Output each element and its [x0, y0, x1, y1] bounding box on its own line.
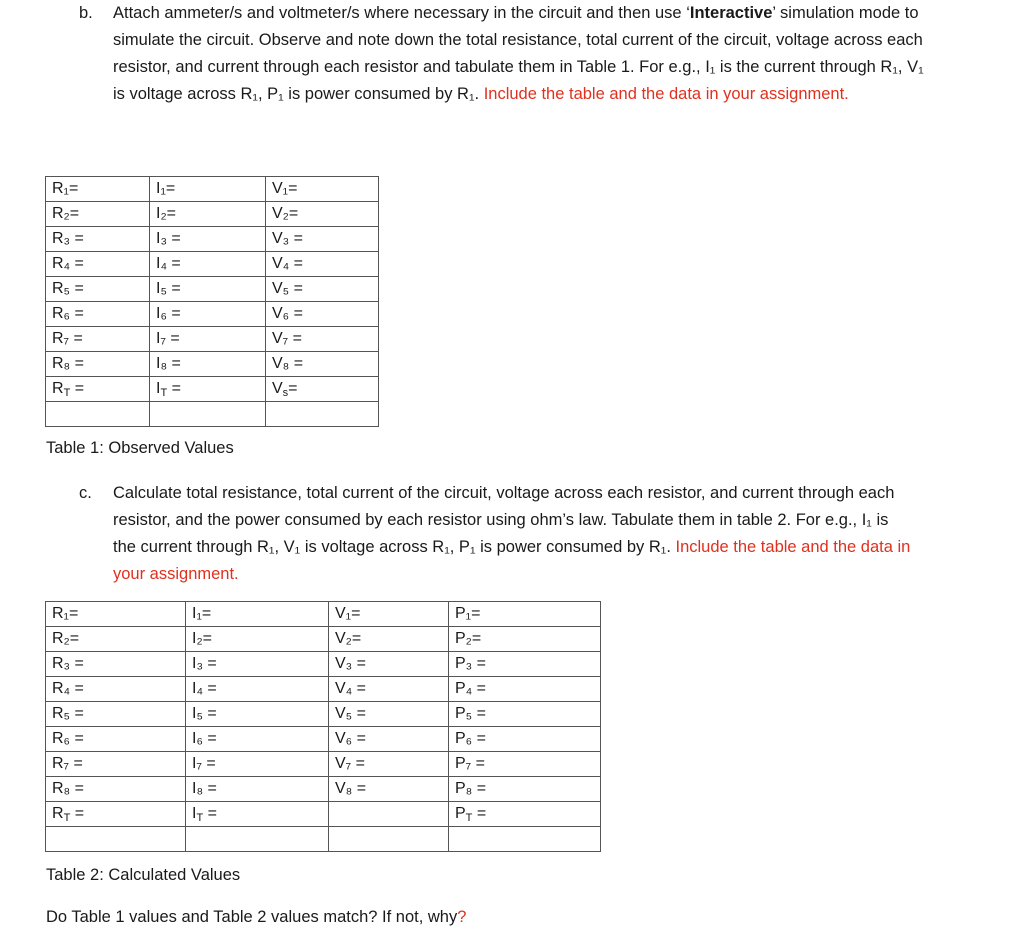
table-2-cell: P₃ = — [449, 652, 601, 677]
table-1-cell: V₆ = — [266, 302, 379, 327]
table-1-cell: R₅ = — [46, 277, 150, 302]
table-1-row — [46, 277, 379, 302]
table-2-cell: I₂= — [186, 627, 329, 652]
section-b-marker: b. — [79, 4, 93, 22]
table-1-row — [46, 202, 379, 227]
table-2-cell: I₆ = — [186, 727, 329, 752]
table-1-cell: I₆ = — [150, 302, 266, 327]
table-1-cell: V₇ = — [266, 327, 379, 352]
table-2-cell: I₈ = — [186, 777, 329, 802]
table-2-cell — [329, 827, 449, 852]
table-1-cell: R₇ = — [46, 327, 150, 352]
section-c-text: Calculate total resistance, total current of the circuit, voltage across each resistor, and current through each resistor, and the power consumed by each resistor using ohm’s law. Tabulate them in table 2. For e.g., I₁ is the current through R₁, V₁ is voltage across R₁, P₁ is power consumed by R₁. — [113, 484, 895, 556]
table-1-cell: V₅ = — [266, 277, 379, 302]
section-b-text-2: ’ simulation mode to simulate the circuit. Observe and note down the total resistance, total current of the circuit, voltage across each resistor, and current through each resistor and tabulate them in Table 1. For e.g., I₁ is the current through R₁, V₁ is voltage across R₁, P₁ is power consumed by R₁. — [113, 4, 924, 103]
table-2-row — [46, 627, 601, 652]
table-2-cell — [329, 802, 449, 827]
table-2-cell: R₅ = — [46, 702, 186, 727]
table-1-cell — [266, 402, 379, 427]
table-1 — [45, 176, 379, 427]
table-2-cell: P₆ = — [449, 727, 601, 752]
table-1-cell: R₃ = — [46, 227, 150, 252]
table-2-cell: I₄ = — [186, 677, 329, 702]
table-2-cell: R₃ = — [46, 652, 186, 677]
table-2-cell: P₇ = — [449, 752, 601, 777]
table-2-row — [46, 677, 601, 702]
table-1-cell: $V_s=$ — [266, 377, 379, 402]
table-2-cell — [186, 827, 329, 852]
table-1-caption: Table 1: Observed Values — [46, 439, 234, 457]
table-1-cell: I₈ = — [150, 352, 266, 377]
table-2-row — [46, 652, 601, 677]
question-mark: ? — [457, 908, 467, 926]
table-2-cell: R₈ = — [46, 777, 186, 802]
table-2-row — [46, 702, 601, 727]
table-2-cell: $P_T$ = — [449, 802, 601, 827]
table-2-cell: P₄ = — [449, 677, 601, 702]
table-2-caption: Table 2: Calculated Values — [46, 866, 241, 884]
table-2-cell: P₂= — [449, 627, 601, 652]
table-1-cell: I₇ = — [150, 327, 266, 352]
table-2-cell — [46, 827, 186, 852]
table-2-cell: R₂= — [46, 627, 186, 652]
table-1-cell: R₈ = — [46, 352, 150, 377]
table-2-cell: $R_T$ = — [46, 802, 186, 827]
table-1-row — [46, 377, 379, 402]
table-2-row — [46, 602, 601, 627]
section-c — [79, 480, 913, 588]
table-2-cell: V₈ = — [329, 777, 449, 802]
table-1-row — [46, 402, 379, 427]
table-2 — [45, 601, 601, 852]
table-1-cell: R₂= — [46, 202, 150, 227]
section-b — [79, 0, 933, 108]
table-1-cell: I₄ = — [150, 252, 266, 277]
table-2-cell: V₁= — [329, 602, 449, 627]
table-1-cell: $I_T$ = — [150, 377, 266, 402]
section-b-text-1: Attach ammeter/s and voltmeter/s where necessary in the circuit and then use ‘ — [113, 4, 690, 22]
table-1-row — [46, 327, 379, 352]
section-c-red-note: Include the table and the data in your assignment. — [113, 538, 911, 583]
table-2-cell: R₁= — [46, 602, 186, 627]
table-1-cell: $R_T$ = — [46, 377, 150, 402]
question — [46, 908, 466, 927]
table-2-cell: I₇ = — [186, 752, 329, 777]
table-1-cell: R₁= — [46, 177, 150, 202]
table-2-cell: P₅ = — [449, 702, 601, 727]
table-1-cell: V₁= — [266, 177, 379, 202]
table-2-cell — [449, 827, 601, 852]
table-1-row — [46, 302, 379, 327]
table-2-cell: R₆ = — [46, 727, 186, 752]
table-1-row — [46, 352, 379, 377]
table-2-cell: V₂= — [329, 627, 449, 652]
table-2-cell: I₁= — [186, 602, 329, 627]
table-1-cell — [46, 402, 150, 427]
table-1-cell: V₃ = — [266, 227, 379, 252]
table-2-cell: V₆ = — [329, 727, 449, 752]
table-2-row — [46, 827, 601, 852]
table-2-cell: I₃ = — [186, 652, 329, 677]
table-2-row — [46, 752, 601, 777]
table-2-row — [46, 802, 601, 827]
table-2-row — [46, 777, 601, 802]
table-2-cell: P₈ = — [449, 777, 601, 802]
section-b-bold-word: Interactive — [689, 4, 773, 22]
section-c-marker: c. — [79, 484, 92, 502]
table-1-cell: V₂= — [266, 202, 379, 227]
table-1-cell: I₃ = — [150, 227, 266, 252]
table-1-cell: I₂= — [150, 202, 266, 227]
table-1-cell: V₈ = — [266, 352, 379, 377]
table-2-cell: I₅ = — [186, 702, 329, 727]
table-2-cell: $I_T$ = — [186, 802, 329, 827]
table-1-cell: I₁= — [150, 177, 266, 202]
table-1-cell — [150, 402, 266, 427]
table-2-cell: R₇ = — [46, 752, 186, 777]
table-2-cell: V₄ = — [329, 677, 449, 702]
table-1-row — [46, 252, 379, 277]
table-1-row — [46, 227, 379, 252]
table-2-cell: R₄ = — [46, 677, 186, 702]
table-2-cell: V₅ = — [329, 702, 449, 727]
question-text: Do Table 1 values and Table 2 values match? If not, why — [46, 908, 458, 926]
table-1-cell: I₅ = — [150, 277, 266, 302]
table-1-cell: V₄ = — [266, 252, 379, 277]
table-2-cell: V₃ = — [329, 652, 449, 677]
table-1-row — [46, 177, 379, 202]
table-2-row — [46, 727, 601, 752]
table-2-cell: V₇ = — [329, 752, 449, 777]
table-2-cell: P₁= — [449, 602, 601, 627]
table-1-cell: R₆ = — [46, 302, 150, 327]
table-1-cell: R₄ = — [46, 252, 150, 277]
section-b-red-note: Include the table and the data in your assignment. — [483, 85, 849, 103]
